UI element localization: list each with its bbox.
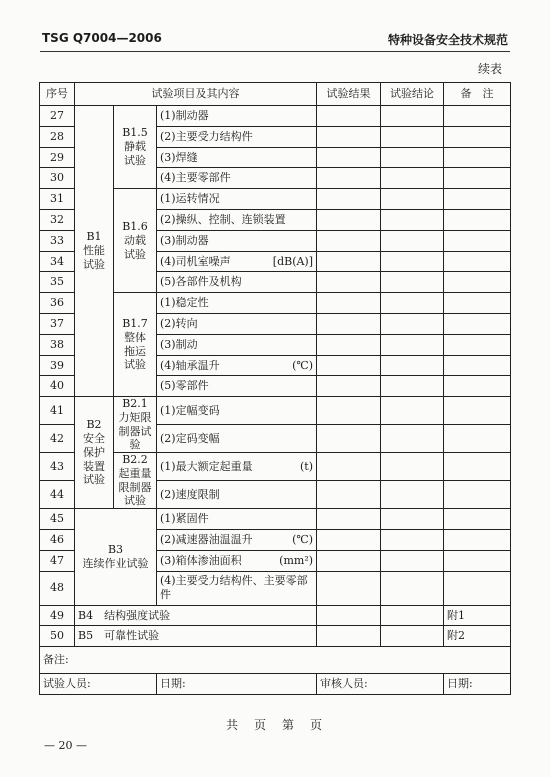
result-cell[interactable] [317,334,381,355]
row-no: 39 [40,355,75,376]
item-label: B4 结构强度试验 [78,608,171,622]
item-cell [157,397,317,425]
note-cell[interactable]: 附2 [444,626,511,647]
item-cell [157,293,317,314]
result-cell[interactable] [317,453,381,481]
result-cell[interactable] [317,313,381,334]
item-cell [157,106,317,127]
conclusion-cell[interactable] [381,529,444,550]
result-cell[interactable] [317,272,381,293]
row-no: 38 [40,334,75,355]
conclusion-cell[interactable] [381,605,444,626]
note-cell[interactable] [444,334,511,355]
page-number: — 20 — [44,739,87,752]
conclusion-cell[interactable] [381,230,444,251]
group-b22: B2.2 起重量 限制器 试验 [114,453,157,509]
item-label: (1)制动器 [160,109,209,123]
row-no: 47 [40,550,75,571]
item-cell [157,209,317,230]
conclusion-cell[interactable] [381,453,444,481]
row-no: 34 [40,251,75,272]
remarks-cell[interactable]: 备注: [40,647,511,674]
conclusion-cell[interactable] [381,293,444,314]
row-no: 49 [40,605,75,626]
note-cell[interactable]: 附1 [444,605,511,626]
table-row [40,509,511,530]
note-cell[interactable] [444,481,511,509]
row-no: 31 [40,189,75,210]
result-cell[interactable] [317,397,381,425]
conclusion-cell[interactable] [381,571,444,605]
result-cell[interactable] [317,509,381,530]
result-cell[interactable] [317,168,381,189]
conclusion-cell[interactable] [381,209,444,230]
note-cell[interactable] [444,293,511,314]
reviewer-date-field[interactable]: 日期: [444,674,511,695]
note-cell[interactable] [444,355,511,376]
conclusion-cell[interactable] [381,355,444,376]
row-no: 46 [40,529,75,550]
note-cell[interactable] [444,106,511,127]
item-cell [157,168,317,189]
result-cell[interactable] [317,189,381,210]
table-row [40,626,511,647]
row-no: 44 [40,481,75,509]
conclusion-cell[interactable] [381,509,444,530]
note-cell[interactable] [444,550,511,571]
standard-category: 特种设备安全技术规范 [387,33,508,47]
group-b21: B2.1 力矩限 制器试 验 [114,397,157,453]
conclusion-cell[interactable] [381,425,444,453]
result-cell[interactable] [317,626,381,647]
row-no: 30 [40,168,75,189]
conclusion-cell[interactable] [381,168,444,189]
row-no: 36 [40,293,75,314]
tester-date-field[interactable]: 日期: [157,674,317,695]
signature-row [40,674,511,695]
group-b16: B1.6 动载 试验 [114,189,157,293]
item-cell [157,251,317,272]
item-unit: (t) [300,459,314,473]
row-no: 43 [40,453,75,481]
row-no: 50 [40,626,75,647]
result-cell[interactable] [317,251,381,272]
item-cell [75,626,317,647]
conclusion-cell[interactable] [381,397,444,425]
conclusion-cell[interactable] [381,106,444,127]
item-cell [157,189,317,210]
conclusion-cell[interactable] [381,313,444,334]
note-cell[interactable] [444,571,511,605]
item-cell [157,529,317,550]
row-no: 27 [40,106,75,127]
group-b2: B2 安全 保护 装置 试验 [75,397,114,509]
row-no: 48 [40,571,75,605]
row-no: 42 [40,425,75,453]
result-cell[interactable] [317,106,381,127]
page-count-line: 共 页 第 页 [225,718,324,732]
group-b1: B1 性能 试验 [75,106,114,397]
conclusion-cell[interactable] [381,376,444,397]
item-label: (3)制动器 [160,233,209,247]
note-cell[interactable] [444,453,511,481]
item-label: (4)轴承温升 [160,358,220,372]
note-cell[interactable] [444,272,511,293]
result-cell[interactable] [317,571,381,605]
item-label: (1)运转情况 [160,192,220,206]
row-no: 32 [40,209,75,230]
col-header-result: 试验结果 [317,83,381,106]
item-label: (1)稳定性 [160,296,209,310]
note-cell[interactable] [444,126,511,147]
item-label: (4)主要零部件 [160,171,231,185]
note-cell[interactable] [444,313,511,334]
item-label: (2)速度限制 [160,487,220,501]
conclusion-cell[interactable] [381,272,444,293]
note-cell[interactable] [444,147,511,168]
item-cell [157,376,317,397]
standard-code: TSG Q7004—2006 [42,31,162,45]
note-cell[interactable] [444,529,511,550]
result-cell[interactable] [317,529,381,550]
note-cell[interactable] [444,251,511,272]
reviewer-field[interactable]: 审核人员: [317,674,444,695]
item-cell [157,481,317,509]
row-no: 28 [40,126,75,147]
item-cell [157,425,317,453]
conclusion-cell[interactable] [381,481,444,509]
item-unit: (℃) [292,532,314,546]
item-label: (2)减速器油温温升 [160,532,253,546]
conclusion-cell[interactable] [381,189,444,210]
note-cell[interactable] [444,209,511,230]
item-cell [157,230,317,251]
item-label: (5)各部件及机构 [160,275,242,289]
item-cell [157,571,317,605]
note-cell[interactable] [444,189,511,210]
item-unit: (℃) [292,358,314,372]
table-header-row [40,83,511,106]
result-cell[interactable] [317,425,381,453]
item-cell [157,453,317,481]
conclusion-cell[interactable] [381,251,444,272]
conclusion-cell[interactable] [381,550,444,571]
item-label: (2)主要受力结构件 [160,129,253,143]
result-cell[interactable] [317,376,381,397]
result-cell[interactable] [317,147,381,168]
remarks-row [40,647,511,674]
note-cell[interactable] [444,230,511,251]
table-row [40,397,511,425]
row-no: 45 [40,509,75,530]
item-label: (1)紧固件 [160,512,209,526]
note-cell[interactable] [444,509,511,530]
note-cell[interactable] [444,425,511,453]
item-label: (2)操纵、控制、连锁装置 [160,213,286,226]
note-cell[interactable] [444,168,511,189]
conclusion-cell[interactable] [381,626,444,647]
row-no: 35 [40,272,75,293]
item-cell [157,313,317,334]
col-header-note: 备 注 [444,83,511,106]
note-cell[interactable] [444,376,511,397]
result-cell[interactable] [317,209,381,230]
col-header-conclusion: 试验结论 [381,83,444,106]
row-no: 40 [40,376,75,397]
result-cell[interactable] [317,605,381,626]
result-cell[interactable] [317,355,381,376]
item-label: (4)主要受力结构件、主要零部件 [160,574,308,602]
row-no: 33 [40,230,75,251]
item-label: (1)定幅变码 [160,403,220,417]
group-b3: B3 连续作业试验 [75,509,157,605]
conclusion-cell[interactable] [381,334,444,355]
item-cell [157,147,317,168]
result-cell[interactable] [317,126,381,147]
result-cell[interactable] [317,293,381,314]
item-label: (4)司机室噪声 [160,254,231,268]
row-no: 41 [40,397,75,425]
col-header-no: 序号 [40,83,75,106]
item-cell [157,272,317,293]
row-no: 37 [40,313,75,334]
header-rule [40,51,510,52]
item-cell [157,126,317,147]
result-cell[interactable] [317,481,381,509]
test-record-table [39,82,511,695]
table-row [40,106,511,127]
item-cell [157,509,317,530]
item-label: (5)零部件 [160,379,209,393]
item-label: (2)转向 [160,316,198,330]
table-row [40,605,511,626]
item-unit: [dB(A)] [272,254,314,268]
item-label: (1)最大额定起重量 [160,459,253,473]
item-label: (3)制动 [160,337,198,351]
tester-field[interactable]: 试验人员: [40,674,157,695]
note-cell[interactable] [444,397,511,425]
group-b15: B1.5 静载 试验 [114,106,157,189]
continued-label: 续表 [477,62,502,76]
item-cell [157,355,317,376]
item-label: (3)焊缝 [160,150,198,164]
item-cell [157,550,317,571]
conclusion-cell[interactable] [381,126,444,147]
conclusion-cell[interactable] [381,147,444,168]
row-no: 29 [40,147,75,168]
item-cell [157,334,317,355]
col-header-item: 试验项目及其内容 [75,83,317,106]
result-cell[interactable] [317,550,381,571]
item-label: (3)箱体渗油面积 [160,553,242,567]
item-label: (2)定码变幅 [160,431,220,445]
item-label: B5 可靠性试验 [78,629,160,643]
item-cell [75,605,317,626]
item-unit: (mm²) [279,553,314,567]
group-b17: B1.7 整体 拖运 试验 [114,293,157,397]
result-cell[interactable] [317,230,381,251]
